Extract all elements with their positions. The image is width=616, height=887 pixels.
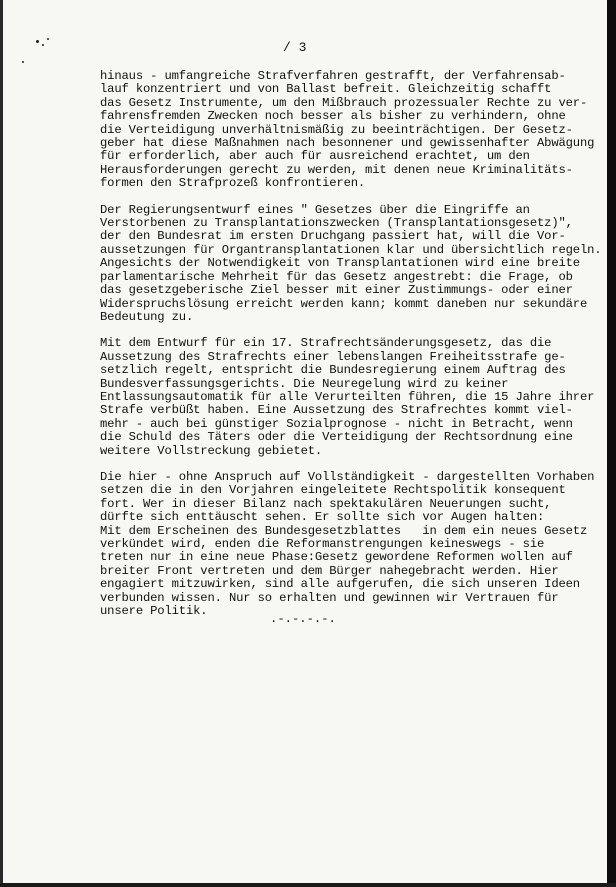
paragraph	[100, 471, 610, 618]
text-line: hinaus - umfangreiche Strafverfahren gestrafft, der Verfahrensab-	[100, 69, 566, 83]
text-line: Verstorbenen zu Transplantationszwecken (Transplantationsgesetz)",	[100, 216, 573, 231]
scan-speck	[47, 38, 49, 40]
text-line: Bundesverfassungsgerichts. Die Neuregelung wird zu keiner	[100, 376, 509, 391]
text-line: Aussetzung des Strafrechts einer lebenslangen Freiheitsstrafe ge-	[100, 349, 566, 364]
text-line: weitere Vollstreckung gebietet.	[100, 443, 323, 458]
text-line: das gesetzgeberische Ziel besser mit einer Zustimmungs- oder einer	[100, 283, 573, 298]
page-number: / 3	[283, 40, 307, 55]
paragraph	[100, 204, 610, 325]
text-line: Bedeutung zu.	[100, 309, 194, 324]
scan-speck	[22, 61, 24, 63]
text-line: mehr - auch bei günstiger Sozialprognose - nicht in Betracht, wenn	[100, 416, 573, 431]
end-mark: .-.-.-.-.	[270, 612, 336, 626]
text-line: setzlich regelt, entspricht die Bundesregierung einem Auftrag des	[100, 363, 566, 378]
text-line: parlamentarische Mehrheit für das Gesetz angestrebt: die Frage, ob	[100, 269, 573, 284]
text-line: verbunden wissen. Nur so erhalten und gewinnen wir Vertrauen für	[100, 590, 559, 605]
text-line: geber hat diese Maßnahmen nach besonnener und gewissenhafter Abwägung	[100, 136, 595, 151]
text-line: dürfte sich enttäuscht sehen. Er sollte sich vor Augen halten:	[100, 510, 545, 525]
text-line: treten nur in eine neue Phase:Gesetz gewordene Reformen wollen auf	[100, 550, 573, 565]
text-line: Mit dem Erscheinen des Bundesgesetzblattes in dem ein neues Gesetz	[100, 523, 588, 538]
scan-speck	[36, 40, 39, 43]
text-line: die Verteidigung unverhältnismäßig zu beeinträchtigen. Der Gesetz-	[100, 122, 573, 137]
text-line: setzen die in den Vorjahren eingeleitete Rechtspolitik konsequent	[100, 483, 566, 498]
text-line: breiter Front vertreten und dem Bürger nahegebracht werden. Hier	[100, 563, 559, 578]
text-line: der den Bundesrat im ersten Druchgang passiert hat, will die Vor-	[100, 229, 566, 244]
text-line: Die hier - ohne Anspruch auf Vollständigkeit - dargestellten Vorhaben	[100, 469, 595, 484]
text-line: für erforderlich, aber auch für ausreichend erachtet, um den	[100, 149, 530, 164]
text-line: verkündet wird, enden die Reformanstrengungen keineswegs - sie	[100, 537, 545, 551]
text-line: fahrensfremden Zwecken noch besser als bisher zu verhindern, ohne	[100, 109, 566, 124]
paragraph	[100, 337, 610, 458]
text-line: Widerspruchslösung erreicht werden kann; kommt daneben nur sekundäre	[100, 296, 588, 311]
paragraph	[100, 70, 610, 191]
text-line: Entlassungsautomatik für alle Verurteilten führen, die 15 Jahre ihrer	[100, 389, 595, 404]
text-line: Angesichts der Notwendigkeit von Transplantationen wird eine breite	[100, 256, 580, 271]
text-line: engagiert mitzuwirken, sind alle aufgerufen, die sich unseren Ideen	[100, 577, 580, 592]
text-line: Mit dem Entwurf für ein 17. Strafrechtsänderungsgesetz, das die	[100, 336, 552, 351]
text-line: lauf konzentriert und von Ballast befreit. Gleichzeitig schafft	[100, 82, 552, 97]
text-line: Herausforderungen gerecht zu werden, mit denen neue Kriminalitäts-	[100, 162, 573, 177]
text-line: fort. Wer in dieser Bilanz nach spektakulären Neuerungen sucht,	[100, 496, 552, 511]
text-line: das Gesetz Instrumente, um den Mißbrauch prozessualer Rechte zu ver-	[100, 95, 588, 110]
body-text	[100, 70, 610, 631]
scan-edge-bottom	[0, 883, 616, 887]
scan-speck	[42, 44, 44, 46]
text-line: die Schuld des Täters oder die Verteidigung der Rechtsordnung eine	[100, 430, 573, 445]
text-line: aussetzungen für Organtransplantationen klar und übersichtlich regeln.	[100, 242, 602, 257]
text-line: Der Regierungsentwurf eines " Gesetzes über die Eingriffe an	[100, 202, 530, 217]
text-line: Strafe verbüßt haben. Eine Aussetzung des Strafrechtes kommt viel-	[100, 403, 573, 418]
text-line: unsere Politik.	[100, 604, 208, 619]
text-line: formen den Strafprozeß konfrontieren.	[100, 176, 366, 191]
scan-edge-left	[0, 0, 3, 887]
